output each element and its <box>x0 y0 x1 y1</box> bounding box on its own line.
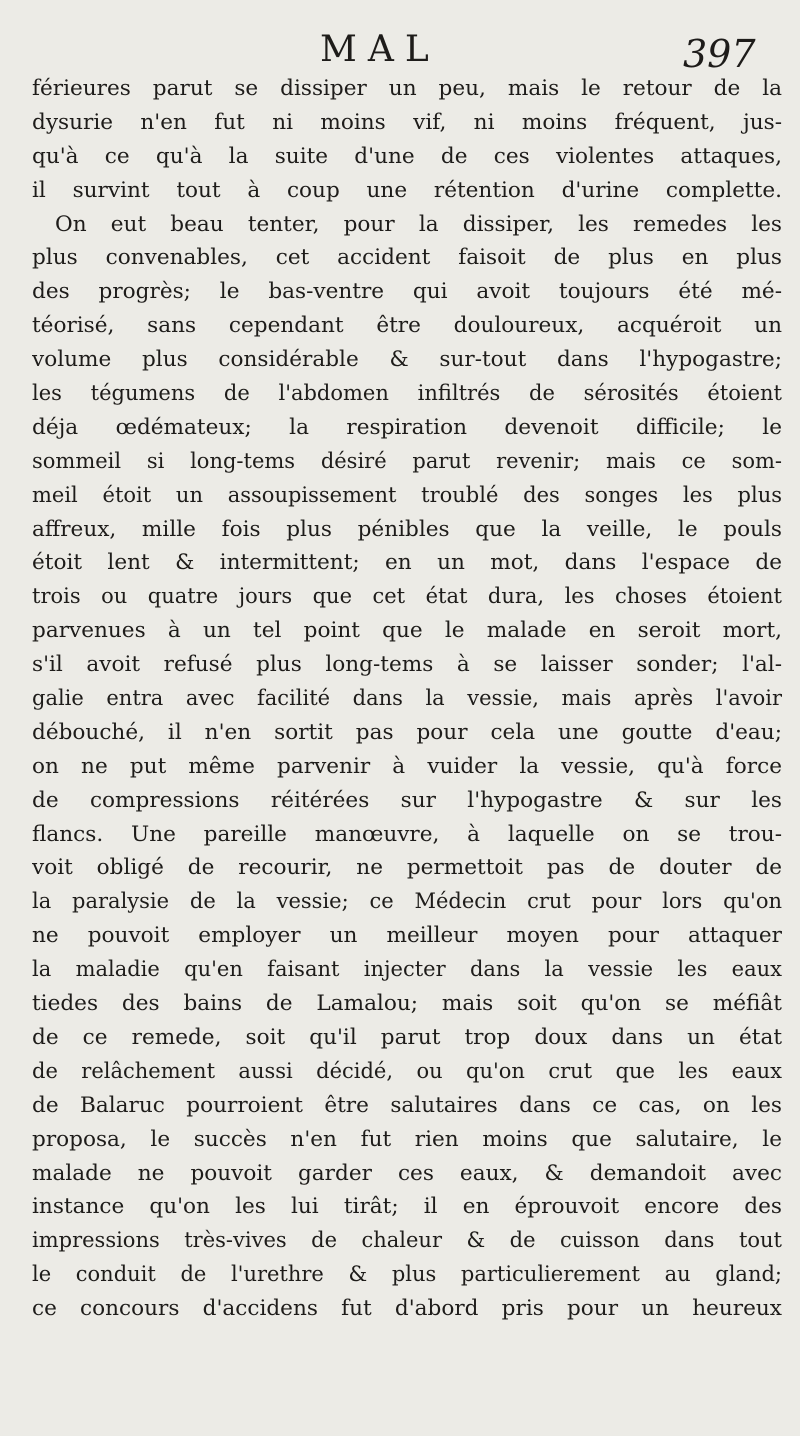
text-line: de ce remede, soit qu'il parut trop doux dans un état <box>32 1024 782 1050</box>
text-line: trois ou quatre jours que cet état dura, les choses étoient <box>32 584 782 609</box>
text-line: férieures parut se dissiper un peu, mais le retour de la <box>32 76 782 101</box>
text-line: impressions très-vives de chaleur & de cuisson dans tout <box>32 1228 782 1253</box>
text-line: sommeil si long-tems désiré parut revenir; mais ce som- <box>32 448 782 473</box>
text-line: instance qu'on les lui tirât; il en éprouvoit encore des <box>32 1194 782 1220</box>
text-line: flancs. Une pareille manœuvre, à laquelle on se trou- <box>32 821 782 847</box>
text-line: dysurie n'en fut ni moins vif, ni moins fréquent, jus- <box>32 109 782 135</box>
text-line: débouché, il n'en sortit pas pour cela une goutte d'eau; <box>32 719 782 745</box>
text-line: ne pouvoit employer un meilleur moyen pour attaquer <box>32 923 782 949</box>
text-line: de Balaruc pourroient être salutaires dans ce cas, on les <box>32 1092 782 1118</box>
text-line: le conduit de l'urethre & plus particulierement au gland; <box>32 1262 782 1287</box>
text-line: affreux, mille fois plus pénibles que la veille, le pouls <box>32 516 782 542</box>
text-line: meil étoit un assoupissement troublé des songes les plus <box>32 482 782 507</box>
text-line: proposa, le succès n'en fut rien moins que salutaire, le <box>32 1126 782 1152</box>
text-line: étoit lent & intermittent; en un mot, dans l'espace de <box>32 550 782 576</box>
text-line: des progrès; le bas-ventre qui avoit toujours été mé- <box>32 279 782 305</box>
running-head: MAL <box>320 29 440 70</box>
text-line: plus convenables, cet accident faisoit de plus en plus <box>32 245 782 271</box>
body-text <box>32 72 782 1326</box>
text-line: voit obligé de recourir, ne permettoit pas de douter de <box>32 855 782 881</box>
text-line: galie entra avec facilité dans la vessie, mais après l'avoir <box>32 686 782 711</box>
text-line: la paralysie de la vessie; ce Médecin crut pour lors qu'on <box>32 889 782 914</box>
paragraph-first-line: On eut beau tenter, pour la dissiper, les remedes les <box>55 211 782 237</box>
text-line: volume plus considérable & sur-tout dans l'hypogastre; <box>32 347 782 373</box>
text-line: il survint tout à coup une rétention d'urine complette. <box>32 177 782 203</box>
text-line: déja œdémateux; la respiration devenoit difficile; le <box>32 414 782 440</box>
text-line: les tégumens de l'abdomen infiltrés de sérosités étoient <box>32 381 782 406</box>
text-line: s'il avoit refusé plus long-tems à se laisser sonder; l'al- <box>32 652 782 678</box>
text-line: parvenues à un tel point que le malade en seroit mort, <box>32 618 782 644</box>
page-number: 397 <box>683 32 756 76</box>
text-line: téorisé, sans cependant être douloureux, acquéroit un <box>32 313 782 339</box>
text-line: on ne put même parvenir à vuider la vessie, qu'à force <box>32 753 782 779</box>
text-line: ce concours d'accidens fut d'abord pris pour un heureux <box>32 1296 782 1322</box>
text-line: qu'à ce qu'à la suite d'une de ces violentes attaques, <box>32 143 782 169</box>
text-line: la maladie qu'en faisant injecter dans la vessie les eaux <box>32 957 782 982</box>
text-line: de relâchement aussi décidé, ou qu'on crut que les eaux <box>32 1058 782 1083</box>
text-line: tiedes des bains de Lamalou; mais soit qu'on se méfiât <box>32 991 782 1017</box>
text-line: malade ne pouvoit garder ces eaux, & demandoit avec <box>32 1160 782 1186</box>
text-line: de compressions réitérées sur l'hypogastre & sur les <box>32 787 782 813</box>
